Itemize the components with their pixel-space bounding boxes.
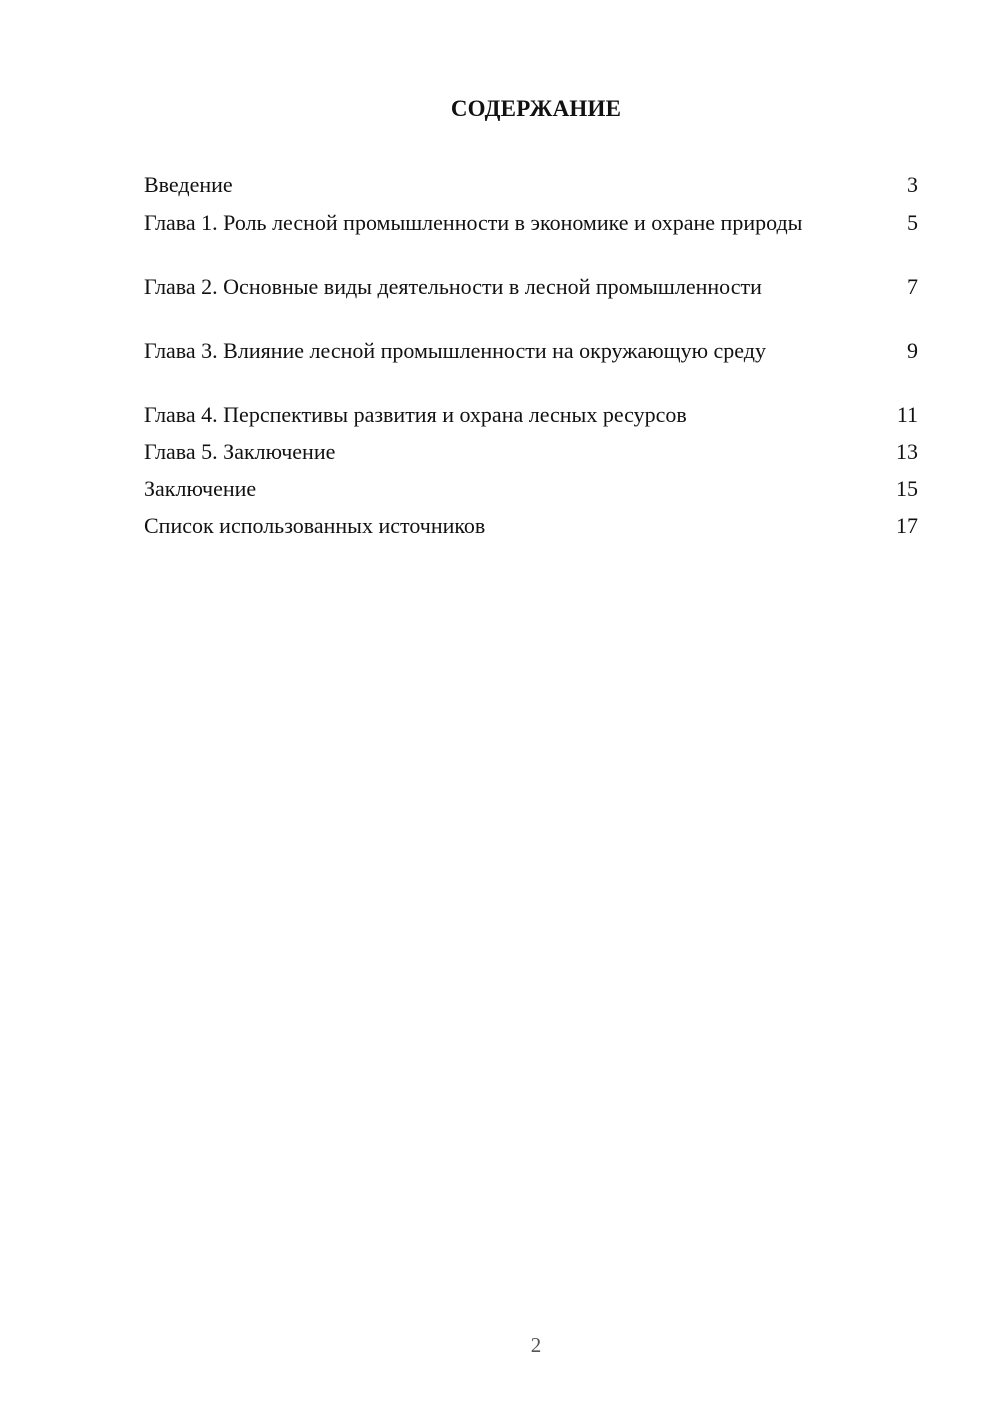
toc-entry xyxy=(144,438,918,465)
page-number: 2 xyxy=(530,1333,542,1357)
toc-entry-text: Глава 1. Роль лесной промышленности в экономике и охране природы xyxy=(144,210,803,235)
toc-entry-text: Введение xyxy=(144,172,233,197)
toc-entry-page: 13 xyxy=(896,439,918,464)
toc-entry-text: Глава 2. Основные виды деятельности в лесной промышленности xyxy=(144,274,762,299)
toc-entry xyxy=(144,401,918,428)
toc-entry xyxy=(144,475,918,502)
toc-entry xyxy=(144,337,918,364)
toc-entry xyxy=(144,209,918,236)
toc-entry-page: 3 xyxy=(907,172,918,197)
toc-entry-text: Глава 5. Заключение xyxy=(144,439,336,464)
toc-entry-page: 5 xyxy=(907,210,918,235)
toc-entry-text: Глава 4. Перспективы развития и охрана лесных ресурсов xyxy=(144,402,687,427)
toc-entry-text: Заключение xyxy=(144,476,257,501)
toc-entry xyxy=(144,273,918,300)
toc-entry-page: 9 xyxy=(907,338,918,363)
toc-entry xyxy=(144,512,918,539)
toc-entry xyxy=(144,171,918,198)
toc-entry-page: 7 xyxy=(907,274,918,299)
toc-entry-text: Глава 3. Влияние лесной промышленности на окружающую среду xyxy=(144,338,766,363)
toc-title: СОДЕРЖАНИЕ xyxy=(450,96,622,121)
toc-entry-page: 15 xyxy=(896,476,918,501)
toc-entry-page: 11 xyxy=(896,402,918,427)
toc-entry-page: 17 xyxy=(896,513,918,538)
toc-entry-text: Список использованных источников xyxy=(144,513,486,538)
